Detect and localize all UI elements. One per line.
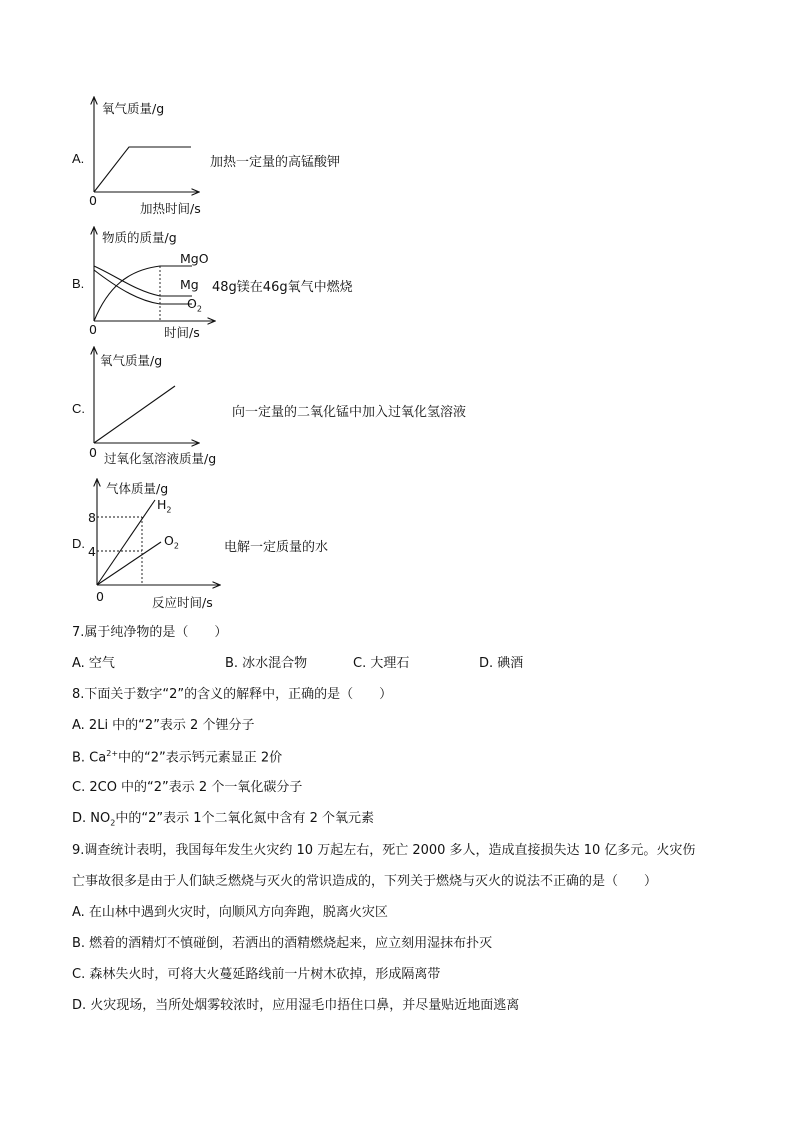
graph-d-xlabel: 反应时间/s bbox=[152, 595, 213, 610]
question-9-stem-line-2: 亡事故很多是由于人们缺乏燃烧与灭火的常识造成的，下列关于燃烧与灭火的说法不正确的是（ ） bbox=[72, 874, 658, 889]
graph-a-xlabel: 加热时间/s bbox=[140, 201, 201, 216]
graph-d-h2-sub: 2 bbox=[166, 505, 172, 515]
question-8-option-b-text: 中的“2”表示钙元素显正 2价 bbox=[118, 750, 283, 766]
graph-b-xlabel: 时间/s bbox=[164, 325, 200, 340]
question-9-option-a: A. 在山林中遇到火灾时，向顺风方向奔跑，脱离火灾区 bbox=[72, 905, 388, 920]
graph-d-origin: 0 bbox=[96, 589, 104, 604]
question-8-option-a: A. 2Li 中的“2”表示 2 个锂分子 bbox=[72, 718, 255, 733]
graph-c-caption: 向一定量的二氧化锰中加入过氧化氢溶液 bbox=[232, 405, 467, 420]
graph-b-caption: 48g镁在46g氧气中燃烧 bbox=[212, 280, 353, 295]
graph-c-xlabel: 过氧化氢溶液质量/g bbox=[104, 451, 217, 466]
question-8-stem: 8.下面关于数字“2”的含义的解释中，正确的是（ ） bbox=[72, 687, 393, 702]
graph-b-origin: 0 bbox=[89, 322, 97, 337]
graph-a-origin: 0 bbox=[89, 193, 97, 208]
question-7-option-d: D. 碘酒 bbox=[479, 656, 524, 671]
graph-b-mgo-curve bbox=[94, 266, 192, 321]
question-9-option-d: D. 火灾现场，当所处烟雾较浓时，应用湿毛巾捂住口鼻，并尽量贴近地面逃离 bbox=[72, 998, 520, 1013]
question-8-option-b bbox=[72, 750, 282, 764]
graph-d-caption: 电解一定质量的水 bbox=[224, 540, 329, 555]
graph-b-label: B. bbox=[72, 276, 85, 291]
graph-b-o2-sub: 2 bbox=[196, 304, 202, 314]
graph-b-mg-label: Mg bbox=[180, 277, 199, 292]
graph-d-h2-line bbox=[97, 500, 155, 585]
question-8-option-c: C. 2CO 中的“2”表示 2 个一氧化碳分子 bbox=[72, 780, 303, 795]
question-8-option-b-charge: 2+ bbox=[106, 749, 119, 758]
graph-d-o2-line bbox=[97, 542, 161, 585]
graph-d-o2-main: O bbox=[164, 533, 174, 548]
graph-d-h2-label bbox=[157, 497, 172, 515]
question-8-option-d-text: 中的“2”表示 1个二氧化氮中含有 2 个氧元素 bbox=[115, 811, 375, 826]
graph-d-o2-sub: 2 bbox=[173, 541, 179, 551]
graph-a-curve bbox=[94, 147, 191, 192]
graph-d-label: D. bbox=[72, 536, 85, 551]
graph-d-tick-4: 4 bbox=[88, 544, 96, 559]
graph-a-label: A. bbox=[72, 151, 85, 166]
question-9-stem-line-1: 9.调查统计表明，我国每年发生火灾约 10 万起左右，死亡 2000 多人，造成直接损失达 10 亿多元。火灾伤 bbox=[72, 843, 696, 858]
graph-b-o2-curve bbox=[94, 270, 192, 304]
graph-b-ylabel: 物质的质量/g bbox=[102, 230, 177, 245]
graph-d-o2-label bbox=[164, 533, 179, 551]
graph-d-ylabel: 气体质量/g bbox=[106, 481, 169, 496]
graph-a-caption: 加热一定量的高锰酸钾 bbox=[210, 155, 341, 170]
question-8-option-b-prefix: B. Ca bbox=[72, 750, 107, 766]
graph-c-curve bbox=[94, 386, 175, 443]
question-7-option-c: C. 大理石 bbox=[353, 656, 410, 671]
graph-c-origin: 0 bbox=[89, 445, 97, 460]
graph-d-tick-8: 8 bbox=[88, 510, 96, 525]
question-7-stem: 7.属于纯净物的是（ ） bbox=[72, 625, 228, 640]
graph-c-label: C. bbox=[72, 401, 85, 416]
question-9-option-b: B. 燃着的酒精灯不慎碰倒，若洒出的酒精燃烧起来，应立刻用湿抹布扑灭 bbox=[72, 936, 493, 951]
graph-b-mgo-label: MgO bbox=[180, 251, 209, 266]
question-7-option-b: B. 冰水混合物 bbox=[225, 656, 308, 671]
graph-c-ylabel: 氧气质量/g bbox=[100, 353, 163, 368]
question-9-option-c: C. 森林失火时，可将大火蔓延路线前一片树木砍掉，形成隔离带 bbox=[72, 967, 441, 982]
question-8-option-d-subscript: 2 bbox=[110, 818, 116, 828]
question-8-option-d bbox=[72, 812, 374, 828]
graph-b-o2-main: O bbox=[187, 296, 197, 311]
graph-a-ylabel: 氧气质量/g bbox=[102, 101, 165, 116]
graph-b-o2-label bbox=[187, 296, 202, 314]
graph-d-h2-main: H bbox=[157, 497, 167, 512]
question-8-option-d-prefix: D. NO bbox=[72, 811, 111, 826]
question-7-option-a: A. 空气 bbox=[72, 656, 115, 671]
